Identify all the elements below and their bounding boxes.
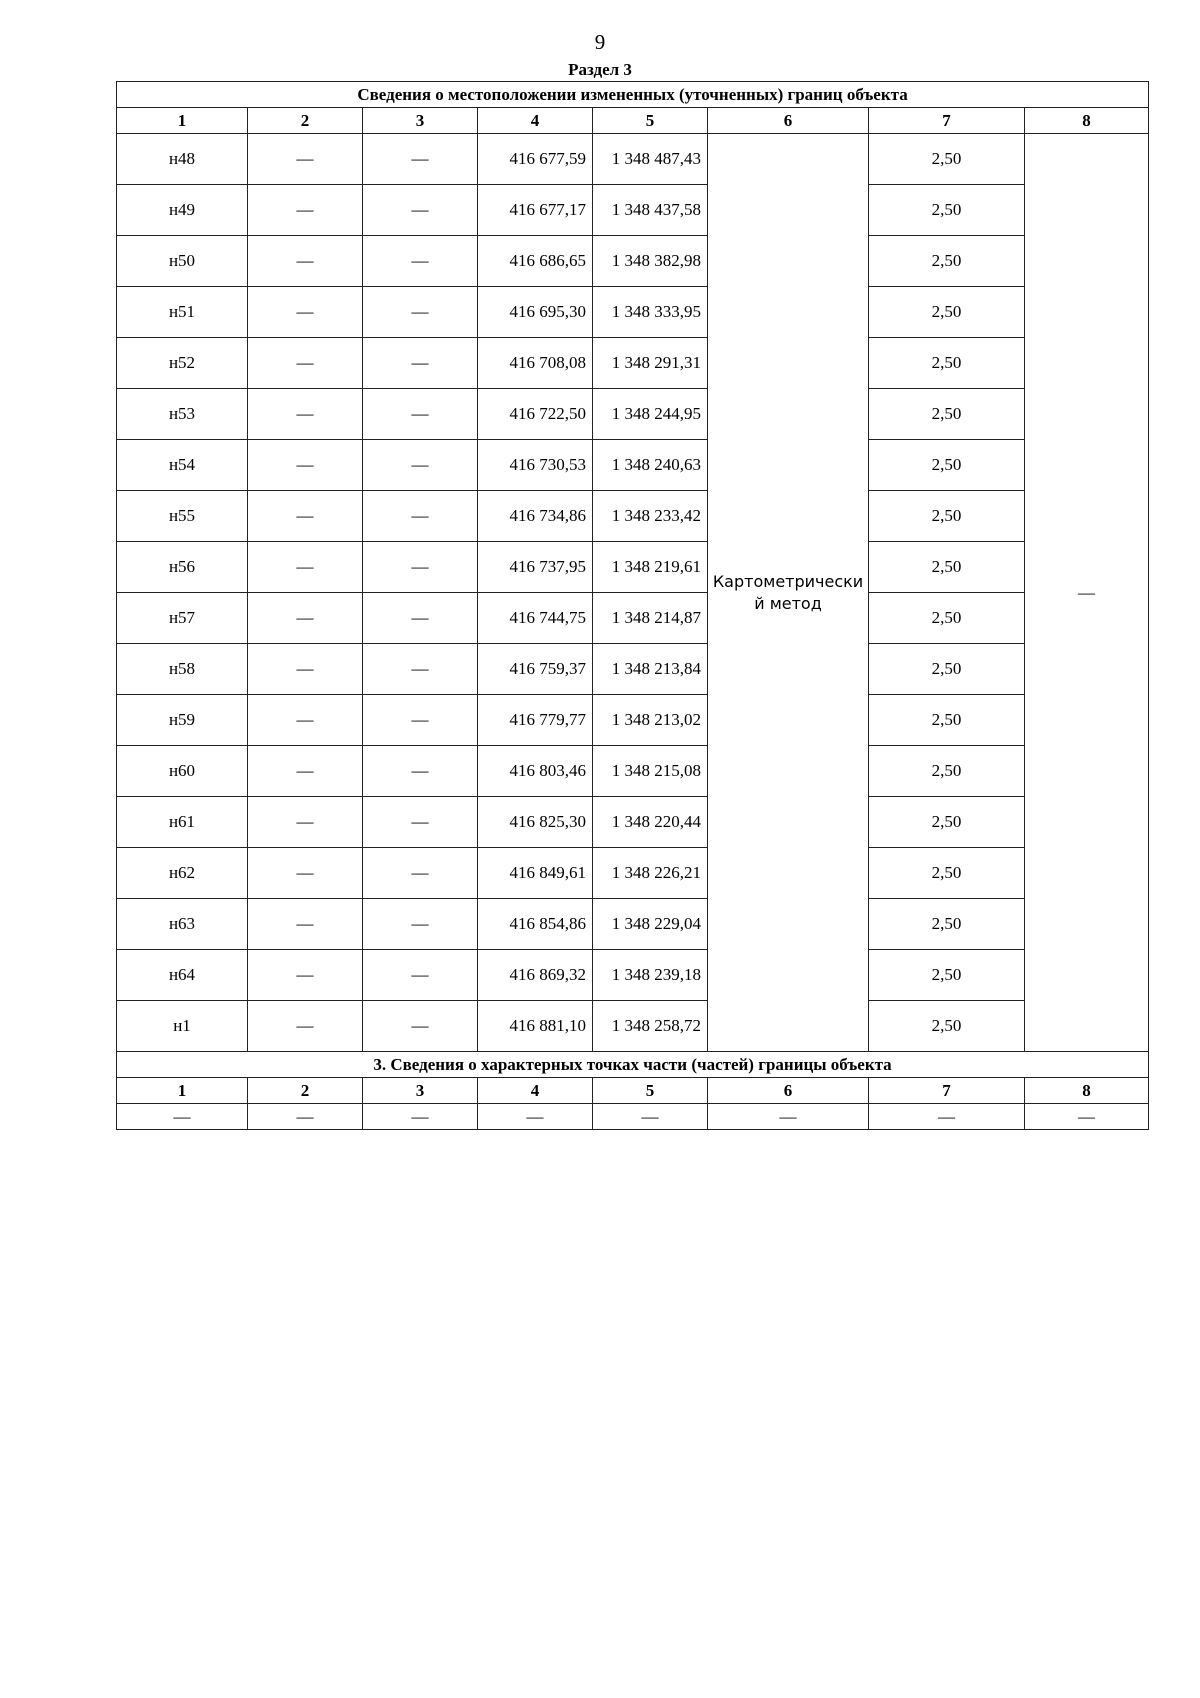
x-coordinate-cell: 416 695,30 — [478, 287, 593, 338]
table-row — [117, 593, 1149, 644]
point-cell: н53 — [117, 389, 248, 440]
accuracy-cell: 2,50 — [869, 899, 1025, 950]
point-cell: н59 — [117, 695, 248, 746]
dash-cell: — — [248, 134, 363, 185]
table-row — [117, 134, 1149, 185]
x-coordinate-cell: 416 825,30 — [478, 797, 593, 848]
y-coordinate-cell: 1 348 240,63 — [593, 440, 708, 491]
column-header: 8 — [1025, 108, 1149, 134]
accuracy-cell: 2,50 — [869, 746, 1025, 797]
dash-cell: — — [248, 848, 363, 899]
y-coordinate-cell: 1 348 214,87 — [593, 593, 708, 644]
table-caption: Сведения о местоположении измененных (уточненных) границ объекта — [117, 82, 1149, 108]
column-header: 7 — [869, 108, 1025, 134]
x-coordinate-cell: 416 854,86 — [478, 899, 593, 950]
table-caption-row — [117, 82, 1149, 108]
x-coordinate-cell: 416 722,50 — [478, 389, 593, 440]
dash-cell: — — [363, 440, 478, 491]
dash-cell: — — [363, 746, 478, 797]
y-coordinate-cell: 1 348 258,72 — [593, 1001, 708, 1052]
table-row — [117, 899, 1149, 950]
parts-column-header: 2 — [248, 1078, 363, 1104]
parts-cell: — — [593, 1104, 708, 1130]
accuracy-cell: 2,50 — [869, 644, 1025, 695]
y-coordinate-cell: 1 348 382,98 — [593, 236, 708, 287]
dash-cell: — — [248, 695, 363, 746]
parts-column-header: 5 — [593, 1078, 708, 1104]
x-coordinate-cell: 416 803,46 — [478, 746, 593, 797]
parts-cell: — — [248, 1104, 363, 1130]
dash-cell: — — [248, 491, 363, 542]
accuracy-cell: 2,50 — [869, 134, 1025, 185]
accuracy-cell: 2,50 — [869, 491, 1025, 542]
parts-cell: — — [117, 1104, 248, 1130]
parts-cell: — — [363, 1104, 478, 1130]
column8-cell: — — [1025, 134, 1149, 1052]
dash-cell: — — [363, 287, 478, 338]
dash-cell: — — [248, 440, 363, 491]
dash-cell: — — [363, 491, 478, 542]
table-row — [117, 185, 1149, 236]
table-row — [117, 287, 1149, 338]
point-cell: н50 — [117, 236, 248, 287]
accuracy-cell: 2,50 — [869, 440, 1025, 491]
dash-cell: — — [363, 338, 478, 389]
dash-cell: — — [248, 236, 363, 287]
x-coordinate-cell: 416 849,61 — [478, 848, 593, 899]
dash-cell: — — [363, 644, 478, 695]
point-cell: н48 — [117, 134, 248, 185]
parts-caption: 3. Сведения о характерных точках части (частей) границы объекта — [117, 1052, 1149, 1078]
table-row — [117, 1001, 1149, 1052]
table-row — [117, 236, 1149, 287]
dash-cell: — — [363, 389, 478, 440]
x-coordinate-cell: 416 759,37 — [478, 644, 593, 695]
parts-column-header: 4 — [478, 1078, 593, 1104]
dash-cell: — — [363, 542, 478, 593]
dash-cell: — — [248, 644, 363, 695]
table-row — [117, 797, 1149, 848]
dash-cell: — — [248, 899, 363, 950]
column-header: 1 — [117, 108, 248, 134]
y-coordinate-cell: 1 348 233,42 — [593, 491, 708, 542]
x-coordinate-cell: 416 737,95 — [478, 542, 593, 593]
table-row — [117, 389, 1149, 440]
y-coordinate-cell: 1 348 239,18 — [593, 950, 708, 1001]
column-header: 4 — [478, 108, 593, 134]
column-header-row — [117, 108, 1149, 134]
y-coordinate-cell: 1 348 229,04 — [593, 899, 708, 950]
accuracy-cell: 2,50 — [869, 593, 1025, 644]
method-cell: Картометрический метод — [708, 134, 869, 1052]
column-header: 3 — [363, 108, 478, 134]
y-coordinate-cell: 1 348 226,21 — [593, 848, 708, 899]
boundary-table — [116, 81, 1149, 1130]
dash-cell: — — [363, 236, 478, 287]
table-row — [117, 542, 1149, 593]
dash-cell: — — [363, 593, 478, 644]
y-coordinate-cell: 1 348 437,58 — [593, 185, 708, 236]
parts-cell: — — [708, 1104, 869, 1130]
point-cell: н54 — [117, 440, 248, 491]
x-coordinate-cell: 416 881,10 — [478, 1001, 593, 1052]
point-cell: н60 — [117, 746, 248, 797]
column-header: 6 — [708, 108, 869, 134]
dash-cell: — — [363, 899, 478, 950]
y-coordinate-cell: 1 348 487,43 — [593, 134, 708, 185]
dash-cell: — — [248, 389, 363, 440]
column-header: 5 — [593, 108, 708, 134]
parts-column-header: 7 — [869, 1078, 1025, 1104]
table-row — [117, 746, 1149, 797]
parts-column-header: 8 — [1025, 1078, 1149, 1104]
dash-cell: — — [248, 797, 363, 848]
dash-cell: — — [248, 185, 363, 236]
y-coordinate-cell: 1 348 215,08 — [593, 746, 708, 797]
y-coordinate-cell: 1 348 333,95 — [593, 287, 708, 338]
accuracy-cell: 2,50 — [869, 185, 1025, 236]
point-cell: н61 — [117, 797, 248, 848]
x-coordinate-cell: 416 779,77 — [478, 695, 593, 746]
accuracy-cell: 2,50 — [869, 950, 1025, 1001]
y-coordinate-cell: 1 348 213,84 — [593, 644, 708, 695]
point-cell: н62 — [117, 848, 248, 899]
x-coordinate-cell: 416 734,86 — [478, 491, 593, 542]
accuracy-cell: 2,50 — [869, 338, 1025, 389]
dash-cell: — — [248, 746, 363, 797]
point-cell: н49 — [117, 185, 248, 236]
table-row — [117, 338, 1149, 389]
dash-cell: — — [363, 848, 478, 899]
table-row — [117, 848, 1149, 899]
dash-cell: — — [248, 287, 363, 338]
dash-cell: — — [248, 593, 363, 644]
dash-cell: — — [363, 950, 478, 1001]
accuracy-cell: 2,50 — [869, 695, 1025, 746]
dash-cell: — — [248, 338, 363, 389]
x-coordinate-cell: 416 677,59 — [478, 134, 593, 185]
x-coordinate-cell: 416 869,32 — [478, 950, 593, 1001]
x-coordinate-cell: 416 677,17 — [478, 185, 593, 236]
parts-row — [117, 1104, 1149, 1130]
parts-column-header: 3 — [363, 1078, 478, 1104]
dash-cell: — — [248, 1001, 363, 1052]
accuracy-cell: 2,50 — [869, 1001, 1025, 1052]
table-row — [117, 950, 1149, 1001]
point-cell: н1 — [117, 1001, 248, 1052]
table-row — [117, 644, 1149, 695]
dash-cell: — — [363, 1001, 478, 1052]
parts-caption-row — [117, 1052, 1149, 1078]
accuracy-cell: 2,50 — [869, 848, 1025, 899]
table-row — [117, 491, 1149, 542]
parts-cell: — — [1025, 1104, 1149, 1130]
accuracy-cell: 2,50 — [869, 542, 1025, 593]
y-coordinate-cell: 1 348 220,44 — [593, 797, 708, 848]
parts-cell: — — [869, 1104, 1025, 1130]
parts-column-header: 6 — [708, 1078, 869, 1104]
point-cell: н55 — [117, 491, 248, 542]
x-coordinate-cell: 416 730,53 — [478, 440, 593, 491]
x-coordinate-cell: 416 708,08 — [478, 338, 593, 389]
point-cell: н52 — [117, 338, 248, 389]
dash-cell: — — [363, 797, 478, 848]
point-cell: н58 — [117, 644, 248, 695]
x-coordinate-cell: 416 744,75 — [478, 593, 593, 644]
y-coordinate-cell: 1 348 291,31 — [593, 338, 708, 389]
parts-column-header: 1 — [117, 1078, 248, 1104]
dash-cell: — — [363, 134, 478, 185]
column-header: 2 — [248, 108, 363, 134]
dash-cell: — — [248, 950, 363, 1001]
accuracy-cell: 2,50 — [869, 389, 1025, 440]
point-cell: н51 — [117, 287, 248, 338]
parts-header-row — [117, 1078, 1149, 1104]
section-title: Раздел 3 — [568, 60, 632, 79]
dash-cell: — — [248, 542, 363, 593]
x-coordinate-cell: 416 686,65 — [478, 236, 593, 287]
page-number: 9 — [594, 30, 606, 54]
accuracy-cell: 2,50 — [869, 797, 1025, 848]
accuracy-cell: 2,50 — [869, 236, 1025, 287]
y-coordinate-cell: 1 348 213,02 — [593, 695, 708, 746]
point-cell: н57 — [117, 593, 248, 644]
y-coordinate-cell: 1 348 244,95 — [593, 389, 708, 440]
table-row — [117, 695, 1149, 746]
point-cell: н63 — [117, 899, 248, 950]
parts-cell: — — [478, 1104, 593, 1130]
dash-cell: — — [363, 695, 478, 746]
table-row — [117, 440, 1149, 491]
accuracy-cell: 2,50 — [869, 287, 1025, 338]
dash-cell: — — [363, 185, 478, 236]
point-cell: н56 — [117, 542, 248, 593]
point-cell: н64 — [117, 950, 248, 1001]
y-coordinate-cell: 1 348 219,61 — [593, 542, 708, 593]
